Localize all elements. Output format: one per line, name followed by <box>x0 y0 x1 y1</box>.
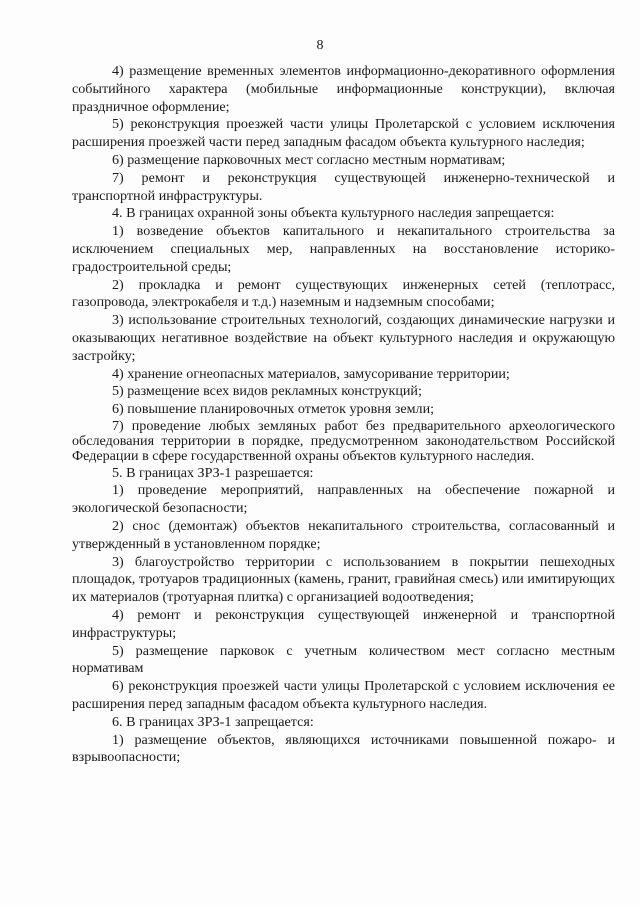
list-item: 4) хранение огнеопасных материалов, замусоривание территории; <box>112 365 510 382</box>
list-item: 7) ремонт и реконструкция существующей инженерно-технической и транспортной инфраструктуры. <box>72 169 615 204</box>
page-number: 8 <box>316 38 324 53</box>
list-item: 1) возведение объектов капитального и некапитального строительства за исключением специальных мер, направленных на восстановление историко-градостроительной среды; <box>72 223 615 275</box>
document-body <box>72 63 615 767</box>
list-item: 2) снос (демонтаж) объектов некапитального строительства, согласованный и утвержденный в установленном порядке; <box>72 517 615 552</box>
list-item: 5) размещение парковок с учетным количеством мест согласно местным нормативам <box>72 642 615 677</box>
list-item: 6) реконструкция проезжей части улицы Пролетарской с условием исключения ее расширения перед западным фасадом объекта культурного наследия. <box>72 678 615 712</box>
list-item: 4) размещение временных элементов информационно-декоративного оформления событийного характера (мобильные информационные конструкции), включая праздничное оформление; <box>72 63 615 115</box>
list-item: 6) повышение планировочных отметок уровня земли; <box>112 401 435 418</box>
list-item: 4) ремонт и реконструкция существующей инженерной и транспортной инфраструктуры; <box>72 606 615 641</box>
list-item: 1) размещение объектов, являющихся источниками повышенной пожаро- и взрывоопасности; <box>72 731 615 766</box>
section-heading: 4. В границах охранной зоны объекта культурного наследия запрещается: <box>112 205 555 222</box>
list-item: 3) благоустройство территории с использованием в покрытии пешеходных площадок, тротуаров традиционных (камень, гранит, гравийная смесь) или имитирующих их материалов (тротуарная плитка) с организацией водоотведения; <box>72 553 615 606</box>
list-item: 7) проведение любых земляных работ без предварительного археологического обследования территории в порядке, предусмотренном законодательством Российской Федерации в сфере государственной охраны объектов культурного наследия. <box>72 417 615 465</box>
section-heading: 5. В границах ЗРЗ-1 разрешается: <box>112 464 314 481</box>
section-heading: 6. В границах ЗРЗ-1 запрещается: <box>112 713 314 730</box>
list-item: 5) реконструкция проезжей части улицы Пролетарской с условием исключения расширения проезжей части перед западным фасадом объекта культурного наследия; <box>72 116 615 151</box>
list-item: 3) использование строительных технологий, создающих динамические нагрузки и оказывающих негативное воздействие на объект культурного наследия и окружающую застройку; <box>72 312 615 364</box>
list-item: 6) размещение парковочных мест согласно местным нормативам; <box>112 151 506 168</box>
list-item: 2) прокладка и ремонт существующих инженерных сетей (теплотрасс, газопровода, электрокабеля и т.д.) наземным и надземным способами; <box>72 276 615 311</box>
list-item: 5) размещение всех видов рекламных конструкций; <box>112 383 422 400</box>
list-item: 1) проведение мероприятий, направленных на обеспечение пожарной и экологической безопасности; <box>72 482 615 517</box>
